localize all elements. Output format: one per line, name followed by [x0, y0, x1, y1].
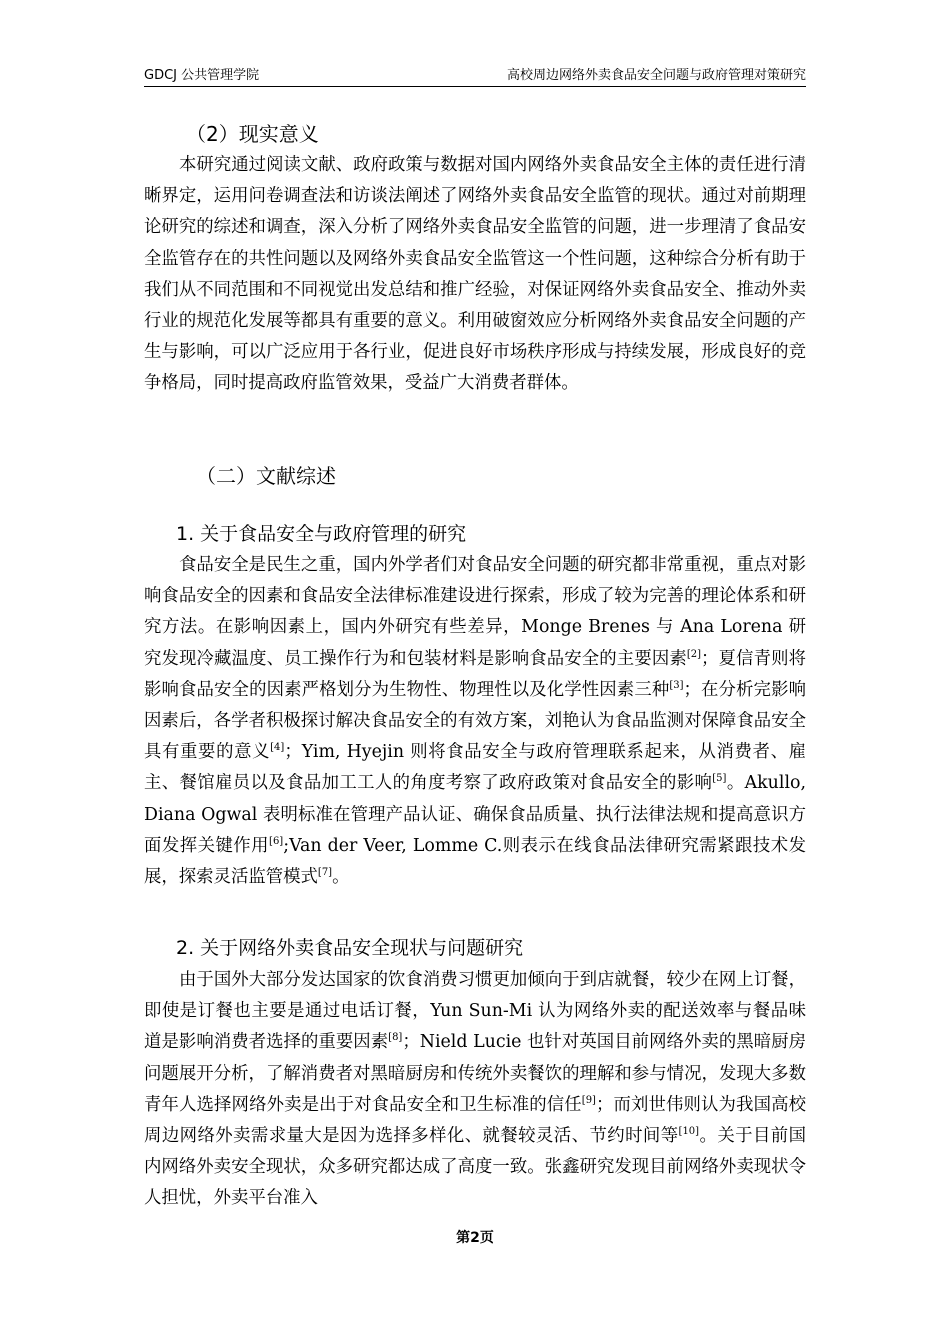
paragraph-food-safety-research: 食品安全是民生之重，国内外学者们对食品安全问题的研究都非常重视，重点对影响食品安全的因素和食品安全法律标准建设进行探索，形成了较为完善的理论体系和研究方法。在影响因素上，国内外研究有些差异，Monge Brenes 与 Ana Lorena 研究发现冷藏温度、员工操作行为和包装材料是影响食品安全的主要因素[2]；夏信青则将影响食品安全的因素严格划分为生物性、物理性以及化学性因素三种[3]；在分析完影响因素后，各学者积极探讨解决食品安全的有效方案，刘艳认为食品监测对保障食品安全具有重要的意义[4]；Yim, Hyejin 则将食品安全与政府管理联系起来，从消费者、雇主、餐馆雇员以及食品加工工人的角度考察了政府政策对食品安全的影响[5]。Akullo, Diana Ogwal 表明标准在管理产品认证、确保食品质量、执行法律法规和提高意识方面发挥关键作用[6];Van der Veer, Lomme C.则表示在线食品法律研究需紧跟技术发展，探索灵活监管模式[7]。 [144, 555, 806, 888]
heading-food-safety-research: 1. 关于食品安全与政府管理的研究 [176, 523, 467, 545]
citation-3: [3] [669, 680, 684, 692]
citation-8: [8] [388, 1032, 403, 1044]
paragraph-practical-significance: 本研究通过阅读文献、政府政策与数据对国内网络外卖食品安全主体的责任进行清晰界定，运用问卷调查法和访谈法阐述了网络外卖食品安全监管的现状。通过对前期理论研究的综述和调查，深入分析了网络外卖食品安全监管的问题，进一步理清了食品安全监管存在的共性问题以及网络外卖食品安全监管这一个性问题，这种综合分析有助于我们从不同范围和不同视觉出发总结和推广经验，对保证网络外卖食品安全、推动外卖行业的规范化发展等都具有重要的意义。利用破窗效应分析网络外卖食品安全问题的产生与影响，可以广泛应用于各行业，促进良好市场秩序形成与持续发展，形成良好的竞争格局，同时提高政府监管效果，受益广大消费者群体。 [144, 155, 806, 394]
citation-7: [7] [317, 867, 333, 879]
heading-takeaway-safety-research: 2. 关于网络外卖食品安全现状与问题研究 [176, 937, 524, 959]
running-header [144, 66, 806, 87]
heading-literature-review: （二）文献综述 [196, 464, 336, 488]
citation-5: [5] [712, 773, 727, 785]
header-institution: GDCJ 公共管理学院 [144, 68, 260, 83]
citation-10: [10] [678, 1126, 700, 1138]
citation-9: [9] [581, 1095, 596, 1107]
citation-6: [6] [269, 836, 284, 848]
page-number: 第2页 [456, 1230, 494, 1246]
heading-practical-significance: （2）现实意义 [186, 122, 319, 146]
paragraph-takeaway-safety-research: 由于国外大部分发达国家的饮食消费习惯更加倾向于到店就餐，较少在网上订餐，即使是订餐也主要是通过电话订餐，Yun Sun-Mi 认为网络外卖的配送效率与餐品味道是影响消费者选择的重要因素[8]；Nield Lucie 也针对英国目前网络外卖的黑暗厨房问题展开分析，了解消费者对黑暗厨房和传统外卖餐饮的理解和参与情况，发现大多数青年人选择网络外卖是出于对食品安全和卫生标准的信任[9]；而刘世伟则认为我国高校周边网络外卖需求量大是因为选择多样化、就餐较灵活、节约时间等[10]。关于目前国内网络外卖安全现状，众多研究都达成了高度一致。张鑫研究发现目前网络外卖现状令人担忧，外卖平台准入 [144, 970, 806, 1209]
citation-4: [4] [270, 742, 285, 754]
citation-2: [2] [686, 648, 702, 660]
header-paper-title: 高校周边网络外卖食品安全问题与政府管理对策研究 [506, 68, 806, 83]
